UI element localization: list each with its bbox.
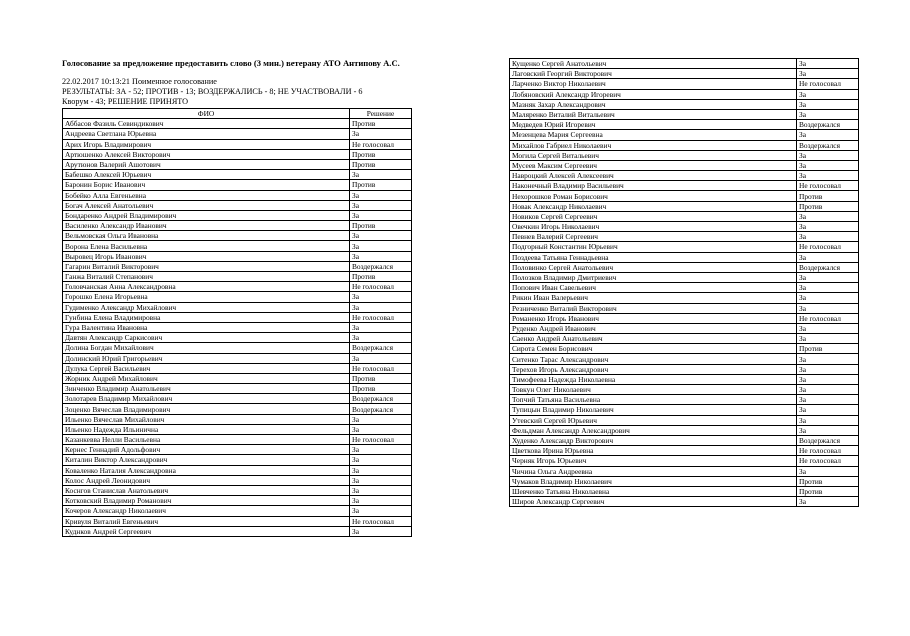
deputy-name: Гагарин Виталий Викторович (63, 261, 350, 271)
vote-decision: За (350, 475, 412, 485)
deputy-name: Долинский Юрий Григорьевич (63, 353, 350, 363)
deputy-name: Мусеев Максим Сергеевич (510, 160, 797, 170)
vote-decision: За (350, 251, 412, 261)
vote-decision: За (350, 190, 412, 200)
deputy-name: Кущенко Сергей Анатольевич (510, 59, 797, 69)
deputy-name: Богач Алексей Анатольевич (63, 200, 350, 210)
table-row (510, 283, 859, 293)
table-row (510, 405, 859, 415)
deputy-name: Романенко Игорь Иванович (510, 313, 797, 323)
vote-decision: Не голосовал (350, 282, 412, 292)
vote-decision: За (797, 425, 859, 435)
table-row (63, 210, 412, 220)
vote-decision: За (797, 252, 859, 262)
deputy-name: Арих Игорь Владимирович (63, 139, 350, 149)
table-row (510, 323, 859, 333)
vote-decision: За (797, 395, 859, 405)
table-row (510, 140, 859, 150)
vote-decision: За (350, 353, 412, 363)
table-row (63, 200, 412, 210)
vote-decision: Против (797, 344, 859, 354)
table-row (63, 221, 412, 231)
deputy-name: Бондаренко Андрей Владимирович (63, 210, 350, 220)
deputy-name: Наконечный Владимир Васильевич (510, 181, 797, 191)
deputy-name: Андреева Светлана Юрьевна (63, 129, 350, 139)
vote-decision: Против (350, 272, 412, 282)
deputy-name: Нехорошков Роман Борисович (510, 191, 797, 201)
deputy-name: Гудименко Александр Михайлович (63, 302, 350, 312)
deputy-name: Топчий Татьяна Васильевна (510, 395, 797, 405)
deputy-name: Арутюнов Валерий Ашотович (63, 159, 350, 169)
deputy-name: Подгорный Константин Юрьевич (510, 242, 797, 252)
vote-decision: За (797, 130, 859, 140)
vote-decision: За (797, 293, 859, 303)
deputy-name: Новиков Сергей Сергеевич (510, 211, 797, 221)
table-row (63, 526, 412, 536)
deputy-name: Дулука Сергей Васильевич (63, 363, 350, 373)
deputy-name: Золотарев Владимир Михайлович (63, 394, 350, 404)
deputy-name: Лобяновский Александр Игоревич (510, 89, 797, 99)
table-row (510, 130, 859, 140)
vote-decision: Против (797, 476, 859, 486)
vote-decision: За (797, 364, 859, 374)
vote-decision: За (350, 322, 412, 332)
table-row (510, 69, 859, 79)
table-row (510, 344, 859, 354)
vote-decision: За (350, 210, 412, 220)
deputy-name: Поздеева Татьяна Геннадьевна (510, 252, 797, 262)
vote-decision: За (797, 171, 859, 181)
table-row (63, 424, 412, 434)
table-row (63, 312, 412, 322)
table-row (63, 363, 412, 373)
deputy-name: Лаговский Георгий Викторович (510, 69, 797, 79)
left-vote-table (62, 108, 412, 537)
table-row (510, 242, 859, 252)
deputy-name: Выровец Игорь Иванович (63, 251, 350, 261)
deputy-name: Колос Андрей Леонидович (63, 475, 350, 485)
vote-decision: За (797, 283, 859, 293)
vote-decision: За (797, 211, 859, 221)
vote-decision: Воздержался (350, 404, 412, 414)
deputy-name: Чумаков Владимир Николаевич (510, 476, 797, 486)
deputy-name: Бабешко Алексей Юрьевич (63, 170, 350, 180)
deputy-name: Ворона Елена Васильевна (63, 241, 350, 251)
deputy-name: Половинко Сергей Анатольевич (510, 262, 797, 272)
vote-decision: Воздержался (350, 394, 412, 404)
deputy-name: Ситенко Тарас Александрович (510, 354, 797, 364)
vote-decision: За (350, 129, 412, 139)
table-row (510, 334, 859, 344)
vote-decision: За (797, 354, 859, 364)
deputy-name: Новак Александр Николаевич (510, 201, 797, 211)
table-row (510, 211, 859, 221)
deputy-name: Руденко Андрей Иванович (510, 323, 797, 333)
column-header-name: ФИО (63, 109, 350, 119)
table-row (63, 261, 412, 271)
deputy-name: Зинченко Владимир Анатольевич (63, 384, 350, 394)
table-row (510, 456, 859, 466)
deputy-name: Михайлов Габриел Николаевич (510, 140, 797, 150)
vote-decision: За (797, 334, 859, 344)
vote-decision: Против (350, 149, 412, 159)
deputy-name: Аббасов Фазиль Севиндикович (63, 119, 350, 129)
table-row (510, 395, 859, 405)
deputy-name: Давтян Александр Саркисович (63, 333, 350, 343)
deputy-name: Рикин Иван Валерьевич (510, 293, 797, 303)
table-row (63, 373, 412, 383)
deputy-name: Мезенцева Мария Сергеевна (510, 130, 797, 140)
vote-decision: Против (350, 221, 412, 231)
deputy-name: Гура Валентина Ивановна (63, 322, 350, 332)
vote-decision: За (350, 241, 412, 251)
vote-decision: За (797, 69, 859, 79)
vote-decision: За (350, 455, 412, 465)
deputy-name: Кочеров Александр Николаевич (63, 506, 350, 516)
vote-decision: Воздержался (350, 343, 412, 353)
table-row (510, 415, 859, 425)
deputy-name: Головчанская Анна Александровна (63, 282, 350, 292)
table-row (510, 201, 859, 211)
vote-decision: За (797, 59, 859, 69)
vote-decision: За (350, 170, 412, 180)
vote-decision: Воздержался (797, 120, 859, 130)
table-row (63, 384, 412, 394)
vote-decision: За (350, 496, 412, 506)
table-row (63, 343, 412, 353)
deputy-name: Коваленко Наталия Александровна (63, 465, 350, 475)
vote-decision: Против (350, 180, 412, 190)
deputy-name: Утевский Сергей Юрьевич (510, 415, 797, 425)
table-row (63, 333, 412, 343)
vote-decision: Не голосовал (797, 313, 859, 323)
table-row (63, 149, 412, 159)
table-header-row (63, 109, 412, 119)
table-row (63, 353, 412, 363)
vote-decision: Против (350, 373, 412, 383)
deputy-name: Медведев Юрий Игоревич (510, 120, 797, 130)
vote-results: РЕЗУЛЬТАТЫ: ЗА - 52; ПРОТИВ - 13; ВОЗДЕРЖАЛИСЬ - 8; НЕ УЧАСТВОВАЛИ - 6 (62, 87, 363, 96)
vote-decision: Против (350, 119, 412, 129)
vote-decision: Воздержался (350, 261, 412, 271)
table-row (63, 496, 412, 506)
vote-decision: За (797, 466, 859, 476)
vote-decision: Не голосовал (350, 435, 412, 445)
vote-decision: За (797, 385, 859, 395)
vote-decision: За (350, 414, 412, 424)
deputy-name: Бобейко Алла Евгеньевна (63, 190, 350, 200)
table-row (510, 446, 859, 456)
deputy-name: Мазняк Захар Александрович (510, 99, 797, 109)
deputy-name: Долина Богдан Михайлович (63, 343, 350, 353)
vote-decision: Воздержался (797, 435, 859, 445)
deputy-name: Полозков Владимир Дмитриевич (510, 272, 797, 282)
table-row (510, 466, 859, 476)
deputy-name: Ильенко Надежда Ильинична (63, 424, 350, 434)
vote-decision: Воздержался (797, 262, 859, 272)
table-row (510, 435, 859, 445)
deputy-name: Гунбина Елена Владимировна (63, 312, 350, 322)
deputy-name: Ларченко Виктор Николаевич (510, 79, 797, 89)
table-row (510, 262, 859, 272)
table-row (510, 150, 859, 160)
deputy-name: Черняк Игорь Юрьевич (510, 456, 797, 466)
vote-decision: Против (797, 191, 859, 201)
deputy-name: Маляренко Виталий Витальевич (510, 109, 797, 119)
table-row (63, 404, 412, 414)
deputy-name: Певнев Валерий Сергеевич (510, 232, 797, 242)
vote-quorum: Кворум - 43; РЕШЕНИЕ ПРИНЯТО (62, 97, 189, 106)
table-row (63, 129, 412, 139)
table-row (510, 120, 859, 130)
deputy-name: Попович Иван Савельевич (510, 283, 797, 293)
vote-decision: За (350, 424, 412, 434)
vote-decision: Не голосовал (350, 516, 412, 526)
table-row (63, 516, 412, 526)
table-row (510, 181, 859, 191)
vote-datetime: 22.02.2017 10:13:21 Поименное голосование (62, 77, 217, 86)
deputy-name: Чичина Ольга Андреевна (510, 466, 797, 476)
vote-decision: Против (350, 159, 412, 169)
deputy-name: Шевченко Татьяна Николаевна (510, 486, 797, 496)
vote-decision: Против (797, 201, 859, 211)
vote-decision: За (797, 405, 859, 415)
vote-decision: За (797, 272, 859, 282)
table-row (510, 89, 859, 99)
vote-decision: За (797, 150, 859, 160)
deputy-name: Коснгов Станислав Анатольевич (63, 485, 350, 495)
table-row (510, 313, 859, 323)
table-row (63, 119, 412, 129)
deputy-name: Ильенко Вячеслав Михайлович (63, 414, 350, 424)
deputy-name: Жорник Андрей Михайлович (63, 373, 350, 383)
table-row (510, 425, 859, 435)
table-row (63, 414, 412, 424)
table-row (510, 272, 859, 282)
table-row (510, 486, 859, 496)
deputy-name: Фельдман Александр Александрович (510, 425, 797, 435)
vote-decision: За (350, 506, 412, 516)
deputy-name: Казанкевва Нелли Васильевна (63, 435, 350, 445)
table-row (63, 465, 412, 475)
table-row (510, 171, 859, 181)
deputy-name: Вельмовская Ольга Ивановна (63, 231, 350, 241)
vote-decision: За (797, 99, 859, 109)
table-row (63, 159, 412, 169)
deputy-name: Котковский Владимир Романович (63, 496, 350, 506)
table-row (510, 232, 859, 242)
vote-decision: Не голосовал (797, 79, 859, 89)
table-row (63, 251, 412, 261)
table-row (63, 292, 412, 302)
table-row (510, 497, 859, 507)
document-title: Голосование за предложение предоставить слово (3 мин.) ветерану АТО Антипову А.С. (62, 58, 400, 68)
deputy-name: Киталин Виктор Александрович (63, 455, 350, 465)
table-row (63, 445, 412, 455)
table-row (510, 99, 859, 109)
deputy-name: Тупицын Владимир Николаевич (510, 405, 797, 415)
table-row (510, 109, 859, 119)
vote-decision: За (797, 415, 859, 425)
table-row (63, 272, 412, 282)
vote-decision: За (797, 497, 859, 507)
deputy-name: Зоценко Вячеслав Владимирович (63, 404, 350, 414)
vote-decision: За (797, 323, 859, 333)
deputy-name: Навроцкий Алексей Алексеевич (510, 171, 797, 181)
table-row (63, 139, 412, 149)
table-row (510, 354, 859, 364)
deputy-name: Резниченко Виталий Викторович (510, 303, 797, 313)
vote-decision: За (797, 160, 859, 170)
vote-decision: Против (797, 486, 859, 496)
table-row (63, 455, 412, 465)
deputy-name: Куднков Андрей Сергеевич (63, 526, 350, 536)
table-row (510, 303, 859, 313)
vote-decision: Не голосовал (797, 181, 859, 191)
vote-decision: За (350, 302, 412, 312)
vote-decision: Против (350, 384, 412, 394)
deputy-name: Терехов Игорь Александрович (510, 364, 797, 374)
vote-decision: За (350, 485, 412, 495)
table-row (510, 191, 859, 201)
table-row (510, 252, 859, 262)
deputy-name: Цветкова Ирина Юрьевна (510, 446, 797, 456)
vote-decision: За (797, 303, 859, 313)
table-row (63, 475, 412, 485)
table-row (63, 302, 412, 312)
vote-decision: Не голосовал (350, 312, 412, 322)
vote-decision: Воздержался (797, 140, 859, 150)
deputy-name: Горошко Елена Игорьевна (63, 292, 350, 302)
vote-decision: За (797, 89, 859, 99)
vote-decision: За (350, 465, 412, 475)
table-row (63, 241, 412, 251)
deputy-name: Ганжа Виталий Степанович (63, 272, 350, 282)
deputy-name: Кривуля Виталий Евгеньевич (63, 516, 350, 526)
vote-decision: За (350, 292, 412, 302)
table-row (63, 506, 412, 516)
vote-decision: За (797, 109, 859, 119)
table-row (63, 485, 412, 495)
deputy-name: Тимофеева Надежда Николаевна (510, 374, 797, 384)
table-row (510, 222, 859, 232)
table-row (63, 190, 412, 200)
table-row (510, 385, 859, 395)
vote-decision: За (350, 200, 412, 210)
deputy-name: Могила Сергей Витальевич (510, 150, 797, 160)
table-row (510, 364, 859, 374)
deputy-name: Кернес Геннадий Адольфович (63, 445, 350, 455)
vote-decision: За (797, 232, 859, 242)
deputy-name: Худенко Александр Викторович (510, 435, 797, 445)
table-row (63, 170, 412, 180)
vote-decision: За (797, 222, 859, 232)
table-row (63, 394, 412, 404)
table-row (63, 180, 412, 190)
table-row (63, 435, 412, 445)
deputy-name: Шиpов Александр Сергеевич (510, 497, 797, 507)
vote-decision: За (350, 333, 412, 343)
table-row (63, 322, 412, 332)
table-row (510, 476, 859, 486)
vote-decision: За (350, 526, 412, 536)
table-row (510, 374, 859, 384)
vote-decision: Не голосовал (797, 242, 859, 252)
table-row (510, 293, 859, 303)
table-row (510, 59, 859, 69)
vote-decision: Не голосовал (797, 446, 859, 456)
vote-decision: За (350, 231, 412, 241)
vote-decision: Не голосовал (350, 139, 412, 149)
deputy-name: Товкун Олег Николаевич (510, 385, 797, 395)
vote-decision: Не голосовал (797, 456, 859, 466)
table-row (63, 231, 412, 241)
table-row (510, 79, 859, 89)
deputy-name: Баронин Борис Иванович (63, 180, 350, 190)
deputy-name: Овечкин Игорь Николаевич (510, 222, 797, 232)
deputy-name: Саенко Андрей Анатольевич (510, 334, 797, 344)
deputy-name: Артюшенко Алексей Викторович (63, 149, 350, 159)
vote-decision: За (797, 374, 859, 384)
table-row (63, 282, 412, 292)
right-vote-table (509, 58, 859, 507)
table-row (510, 160, 859, 170)
vote-decision: Не голосовал (350, 363, 412, 373)
column-header-decision: Решение (350, 109, 412, 119)
deputy-name: Сирота Семен Борисович (510, 344, 797, 354)
deputy-name: Василенко Александр Иванович (63, 221, 350, 231)
vote-decision: За (350, 445, 412, 455)
